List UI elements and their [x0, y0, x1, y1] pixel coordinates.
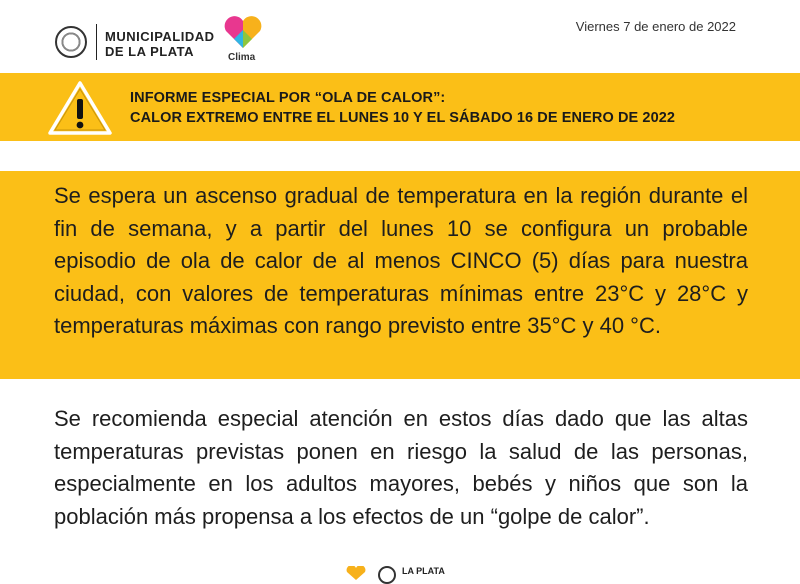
header [0, 0, 800, 70]
alert-title-line1: INFORME ESPECIAL POR “OLA DE CALOR”: [130, 90, 446, 106]
footer-logo-text: LA PLATA [402, 566, 445, 576]
logo-divider [96, 24, 97, 60]
municipality-line2: DE LA PLATA [105, 44, 195, 59]
municipal-seal-icon [55, 26, 87, 58]
recommendation-paragraph: Se recomienda especial atención en estos días dado que las altas temperaturas previstas ponen en riesgo la salud de las personas, especialmente en los adultos mayores, bebés y niños que son la población más propensa a los efectos de un “golpe de calor”. [54, 406, 748, 529]
municipality-line1: MUNICIPALIDAD [105, 29, 215, 44]
clima-heart-icon [222, 14, 264, 50]
alert-title [130, 88, 675, 128]
alert-title-line2: CALOR EXTREMO ENTRE EL LUNES 10 Y EL SÁBADO 16 DE ENERO DE 2022 [130, 110, 676, 126]
footer-seal-icon [378, 566, 396, 584]
footer-heart-icon [345, 566, 367, 580]
forecast-paragraph: Se espera un ascenso gradual de temperatura en la región durante el fin de semana, y a partir del lunes 10 se configura un probable episodio de ola de calor de al menos CINCO (5) días para nuestra ciudad, con valores de temperaturas mínimas entre 23°C y 28°C y temperaturas máximas con rango previsto entre 35°C y 40 °C. [54, 183, 748, 339]
municipality-name [105, 29, 215, 59]
clima-label: Clima [228, 52, 256, 63]
report-date: Viernes 7 de enero de 2022 [575, 19, 736, 34]
warning-icon [47, 80, 113, 136]
